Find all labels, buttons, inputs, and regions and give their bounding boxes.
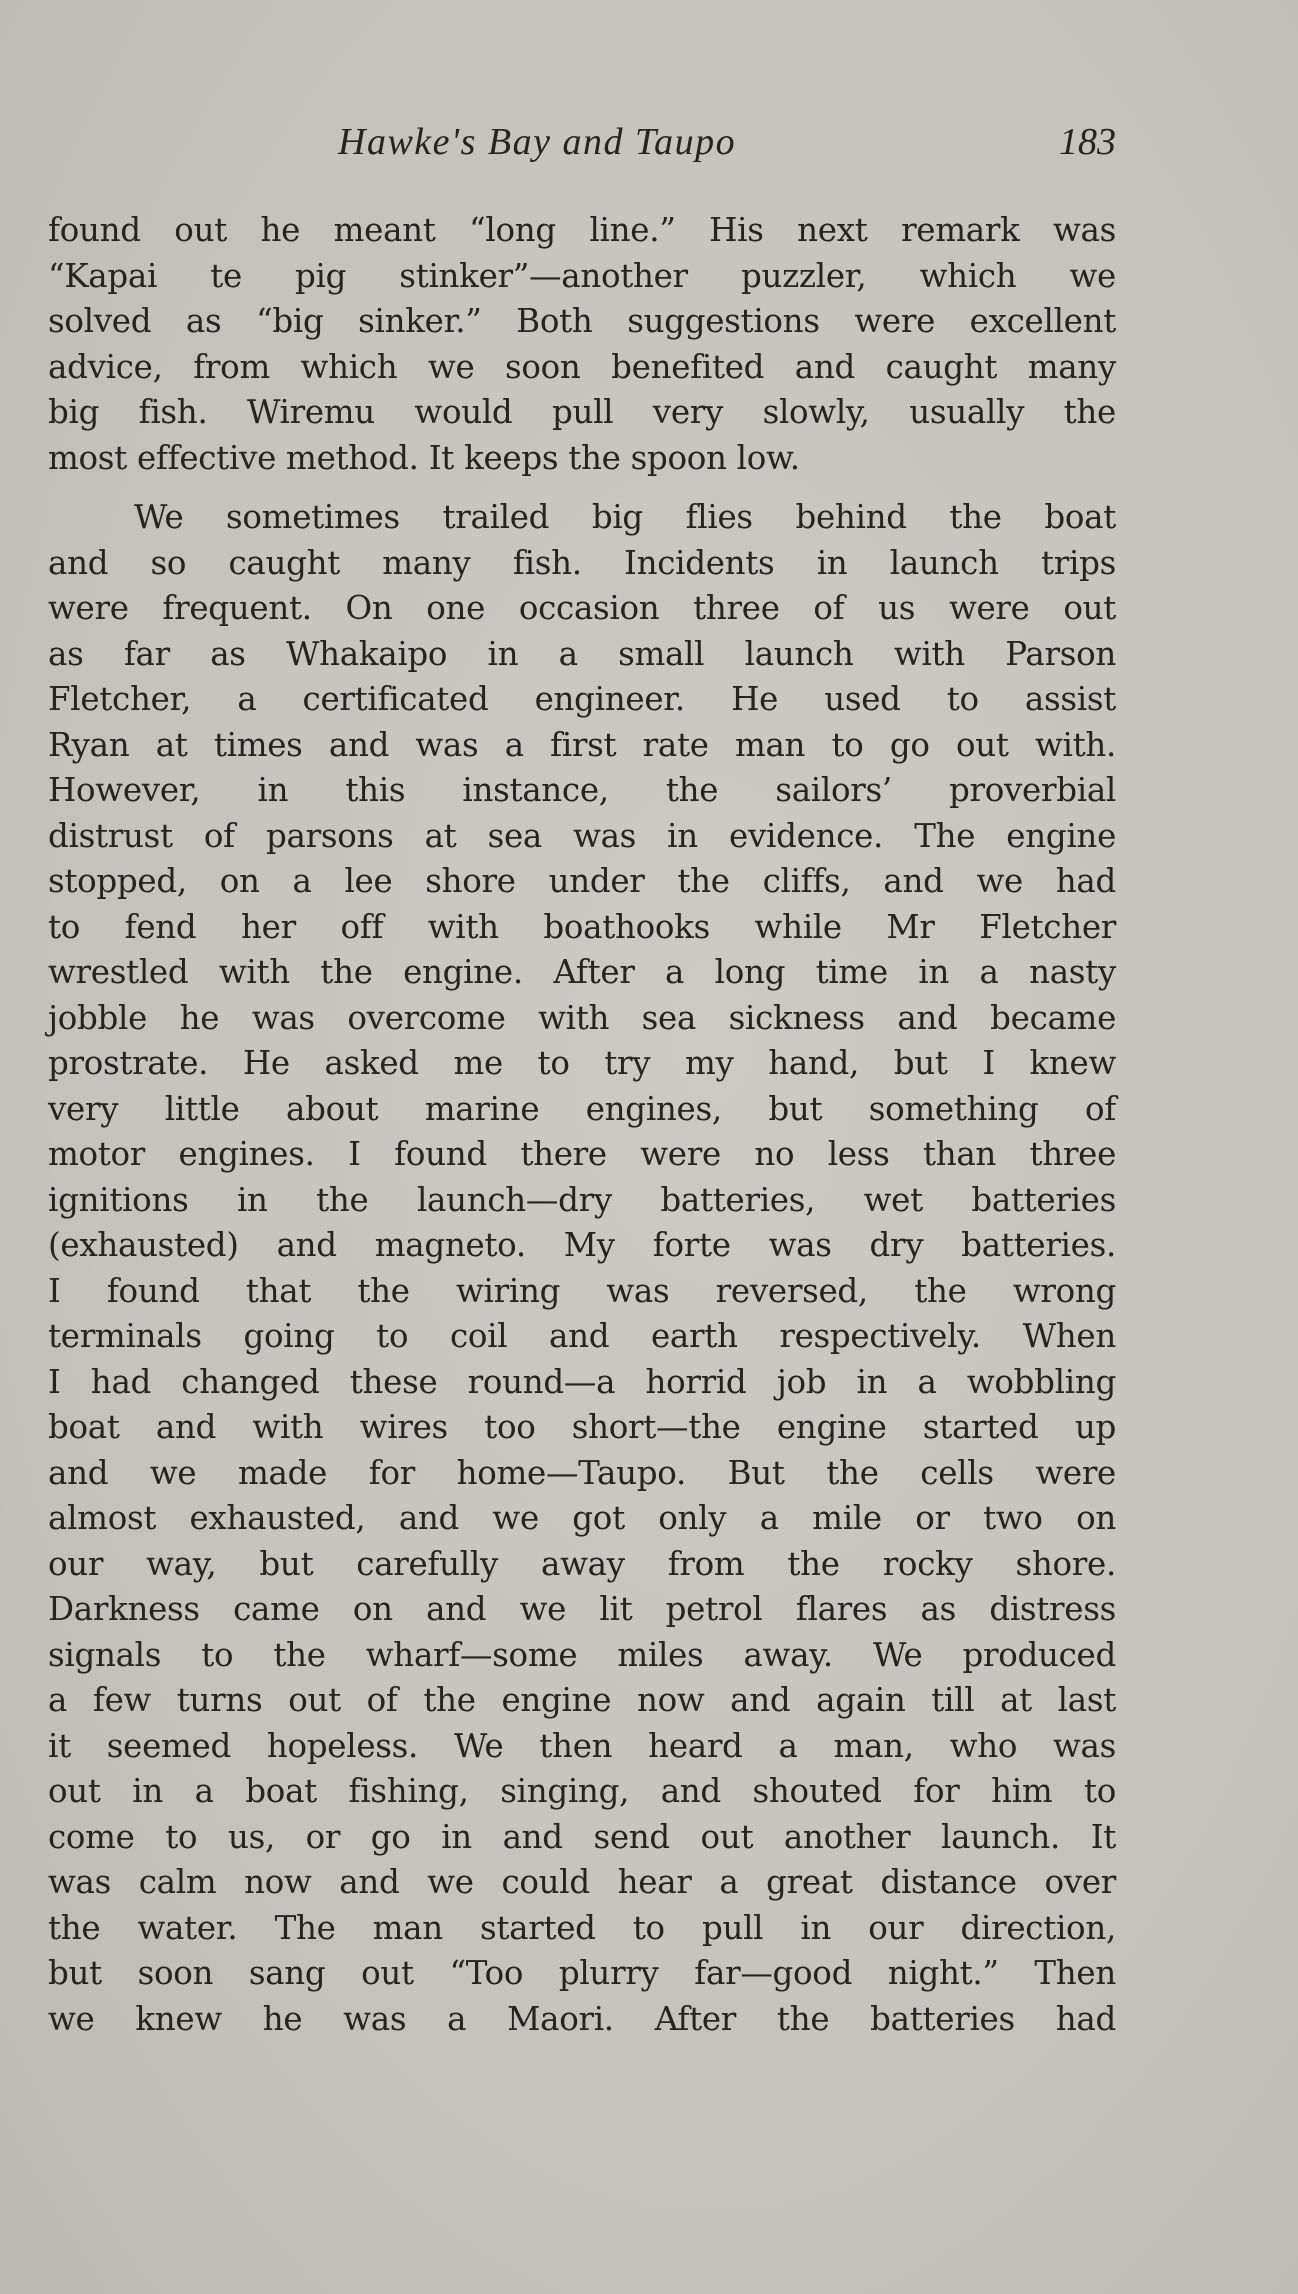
text-line: as far as Whakaipo in a small launch with Parson bbox=[48, 634, 1116, 673]
text-line: Fletcher, a certificated engineer. He used to assist bbox=[48, 680, 1116, 718]
text-line: stopped, on a lee shore under the cliffs, and we had bbox=[48, 862, 1116, 900]
text-line: come to us, or go in and send out another launch. It bbox=[48, 1817, 1116, 1856]
text-line: motor engines. I found there were no less than three bbox=[48, 1135, 1116, 1173]
body-text bbox=[48, 208, 1116, 2042]
text-line: out in a boat fishing, singing, and shouted for him to bbox=[48, 1772, 1116, 1810]
text-line: but soon sang out “Too plurry far—good night.” Then bbox=[48, 1954, 1116, 1992]
paragraph-2 bbox=[48, 495, 1116, 2042]
text-line: distrust of parsons at sea was in evidence. The engine bbox=[48, 816, 1116, 855]
text-line: were frequent. On one occasion three of us were out bbox=[48, 589, 1116, 627]
text-line: most effective method. It keeps the spoon low. bbox=[48, 438, 800, 477]
text-line: solved as “big sinker.” Both suggestions were excellent bbox=[48, 302, 1116, 340]
text-line: was calm now and we could hear a great distance over bbox=[48, 1863, 1116, 1901]
text-line: our way, but carefully away from the rocky shore. bbox=[48, 1544, 1116, 1583]
paragraph-1 bbox=[48, 208, 1116, 481]
text-line: advice, from which we soon benefited and caught many bbox=[48, 347, 1116, 386]
text-line: almost exhausted, and we got only a mile or two on bbox=[48, 1499, 1116, 1537]
text-line: big fish. Wiremu would pull very slowly, usually the bbox=[48, 393, 1116, 431]
text-line: we knew he was a Maori. After the batteries had bbox=[48, 1999, 1116, 2038]
text-line: boat and with wires too short—the engine started up bbox=[48, 1408, 1116, 1446]
text-line: wrestled with the engine. After a long time in a nasty bbox=[48, 953, 1116, 991]
text-line: I had changed these round—a horrid job in a wobbling bbox=[48, 1362, 1116, 1401]
text-line: However, in this instance, the sailors’ proverbial bbox=[48, 771, 1116, 809]
running-title: Hawke's Bay and Taupo bbox=[338, 121, 737, 163]
text-line: We sometimes trailed big flies behind the boat bbox=[134, 498, 1116, 536]
paragraph-gap bbox=[48, 481, 1116, 495]
text-line: ignitions in the launch—dry batteries, wet batteries bbox=[48, 1180, 1116, 1219]
text-line: found out he meant “long line.” His next remark was bbox=[48, 211, 1116, 249]
text-line: and we made for home—Taupo. But the cells were bbox=[48, 1453, 1116, 1492]
text-line: it seemed hopeless. We then heard a man, who was bbox=[48, 1726, 1116, 1765]
text-line: Darkness came on and we lit petrol flares as distress bbox=[48, 1590, 1116, 1628]
text-line: very little about marine engines, but something of bbox=[48, 1089, 1116, 1128]
text-line: and so caught many fish. Incidents in launch trips bbox=[48, 543, 1116, 582]
page-number: 183 bbox=[1059, 121, 1116, 163]
text-line: “Kapai te pig stinker”—another puzzler, which we bbox=[48, 256, 1116, 295]
text-line: the water. The man started to pull in our direction, bbox=[48, 1908, 1116, 1947]
text-line: terminals going to coil and earth respectively. When bbox=[48, 1317, 1116, 1355]
text-line: I found that the wiring was reversed, the wrong bbox=[48, 1271, 1116, 1310]
text-line: (exhausted) and magneto. My forte was dry batteries. bbox=[48, 1226, 1116, 1264]
text-line: to fend her off with boathooks while Mr Fletcher bbox=[48, 907, 1116, 946]
text-line: jobble he was overcome with sea sickness and became bbox=[48, 998, 1116, 1037]
text-line: prostrate. He asked me to try my hand, but I knew bbox=[48, 1044, 1116, 1082]
page-header bbox=[48, 112, 1116, 172]
text-line: Ryan at times and was a first rate man to go out with. bbox=[48, 725, 1116, 764]
text-line: signals to the wharf—some miles away. We produced bbox=[48, 1635, 1116, 1674]
text-line: a few turns out of the engine now and again till at last bbox=[48, 1681, 1116, 1719]
